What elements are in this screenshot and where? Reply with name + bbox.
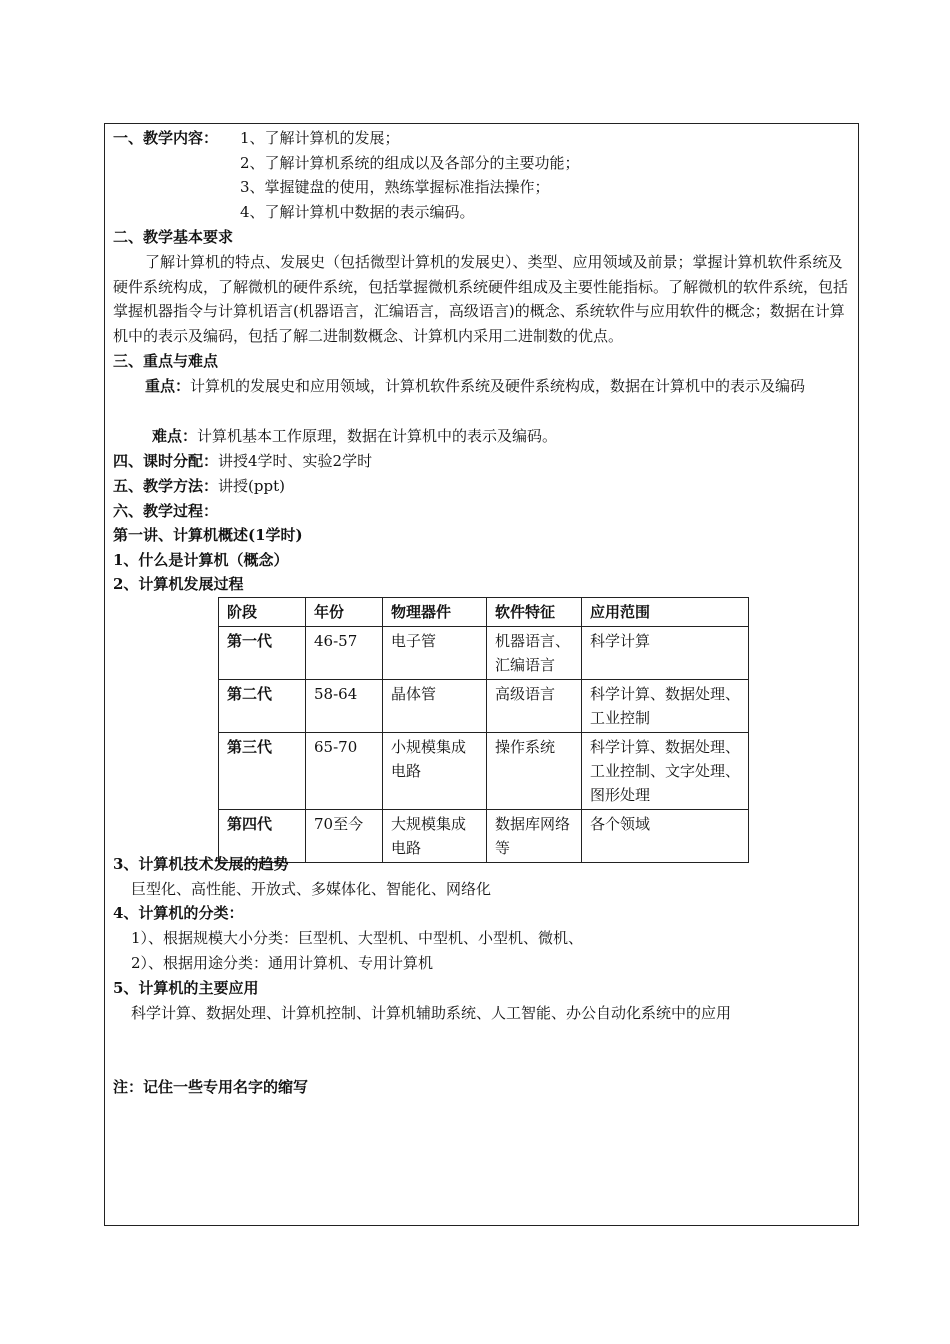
item5-text: 科学计算、数据处理、计算机控制、计算机辅助系统、人工智能、办公自动化系统中的应用 bbox=[131, 1004, 732, 1022]
section5 bbox=[113, 476, 285, 496]
item2-heading: 2、计算机发展过程 bbox=[113, 575, 244, 593]
cell-application: 各个领域 bbox=[582, 810, 749, 863]
cell-stage: 第一代 bbox=[219, 627, 306, 680]
table-row bbox=[219, 733, 749, 810]
section1-heading: 一、教学内容： bbox=[113, 129, 219, 147]
header-software: 软件特征 bbox=[487, 598, 582, 627]
cell-device: 晶体管 bbox=[383, 680, 487, 733]
section2-text: 了解计算机的特点、发展史（包括微型计算机的发展史）、类型、应用领域及前景；掌握计算机软件系统及硬件系统构成，了解微机的硬件系统，包括掌握微机系统硬件组成及主要性能指标。了解微机的软件系统，包括掌握机器指令与计算机语言(机器语言，汇编语言，高级语言)的概念、系统软件与应用软件的概念；数据在计算机中的表示及编码，包括了解二进制数概念、计算机内采用二进制数的优点。 bbox=[113, 253, 849, 345]
hard-text: 计算机基本工作原理，数据在计算机中的表示及编码。 bbox=[197, 427, 558, 445]
header-stage: 阶段 bbox=[219, 598, 306, 627]
section4-text: 讲授4学时、实验2学时 bbox=[218, 452, 373, 470]
item5-heading: 5、计算机的主要应用 bbox=[113, 979, 259, 997]
cell-years: 65-70 bbox=[306, 733, 383, 810]
key-label: 重点： bbox=[145, 377, 191, 395]
item4-line-1: 1）、根据规模大小分类：巨型机、大型机、中型机、小型机、微机、 bbox=[131, 929, 584, 947]
key-text: 计算机的发展史和应用领域，计算机软件系统及硬件系统构成，数据在计算机中的表示及编码 bbox=[190, 377, 806, 395]
item4-heading: 4、计算机的分类： bbox=[113, 904, 244, 922]
cell-years: 46-57 bbox=[306, 627, 383, 680]
section3-hard bbox=[152, 426, 557, 446]
section1-item-2: 2、了解计算机系统的组成以及各部分的主要功能； bbox=[240, 154, 580, 172]
cell-device: 大规模集成电路 bbox=[383, 810, 487, 863]
header-device: 物理器件 bbox=[383, 598, 487, 627]
item3-heading: 3、计算机技术发展的趋势 bbox=[113, 855, 289, 873]
section3-heading: 三、重点与难点 bbox=[113, 352, 219, 370]
section5-heading: 五、教学方法： bbox=[113, 477, 219, 495]
section1-item-4: 4、了解计算机中数据的表示编码。 bbox=[240, 203, 475, 221]
cell-software: 高级语言 bbox=[487, 680, 582, 733]
header-years: 年份 bbox=[306, 598, 383, 627]
table-header-row bbox=[219, 598, 749, 627]
cell-years: 70至今 bbox=[306, 810, 383, 863]
section2-heading: 二、教学基本要求 bbox=[113, 228, 234, 246]
note: 注：记住一些专用名字的缩写 bbox=[113, 1078, 309, 1096]
header-application: 应用范围 bbox=[582, 598, 749, 627]
generation-table bbox=[218, 597, 749, 863]
cell-software: 机器语言、汇编语言 bbox=[487, 627, 582, 680]
cell-stage: 第三代 bbox=[219, 733, 306, 810]
item1-heading: 1、什么是计算机（概念） bbox=[113, 551, 289, 569]
section3-key bbox=[113, 374, 853, 399]
cell-stage: 第四代 bbox=[219, 810, 306, 863]
section1-item-3: 3、掌握键盘的使用，熟练掌握标准指法操作； bbox=[240, 178, 550, 196]
cell-software: 数据库网络等 bbox=[487, 810, 582, 863]
item3-text: 巨型化、高性能、开放式、多媒体化、智能化、网络化 bbox=[131, 880, 492, 898]
section4-heading: 四、课时分配： bbox=[113, 452, 219, 470]
cell-application: 科学计算、数据处理、工业控制 bbox=[582, 680, 749, 733]
item4-line-2: 2）、根据用途分类：通用计算机、专用计算机 bbox=[131, 954, 434, 972]
cell-years: 58-64 bbox=[306, 680, 383, 733]
cell-software: 操作系统 bbox=[487, 733, 582, 810]
hard-label: 难点： bbox=[152, 427, 198, 445]
section1-item-1: 1、了解计算机的发展； bbox=[240, 129, 400, 147]
table-row bbox=[219, 627, 749, 680]
section5-text: 讲授(ppt) bbox=[218, 477, 285, 495]
cell-device: 小规模集成电路 bbox=[383, 733, 487, 810]
cell-application: 科学计算 bbox=[582, 627, 749, 680]
section6-heading: 六、教学过程： bbox=[113, 502, 219, 520]
section4 bbox=[113, 451, 372, 471]
cell-application: 科学计算、数据处理、工业控制、文字处理、图形处理 bbox=[582, 733, 749, 810]
cell-device: 电子管 bbox=[383, 627, 487, 680]
table-row bbox=[219, 680, 749, 733]
lecture-title: 第一讲、计算机概述(1学时) bbox=[113, 526, 303, 544]
cell-stage: 第二代 bbox=[219, 680, 306, 733]
table-row bbox=[219, 810, 749, 863]
